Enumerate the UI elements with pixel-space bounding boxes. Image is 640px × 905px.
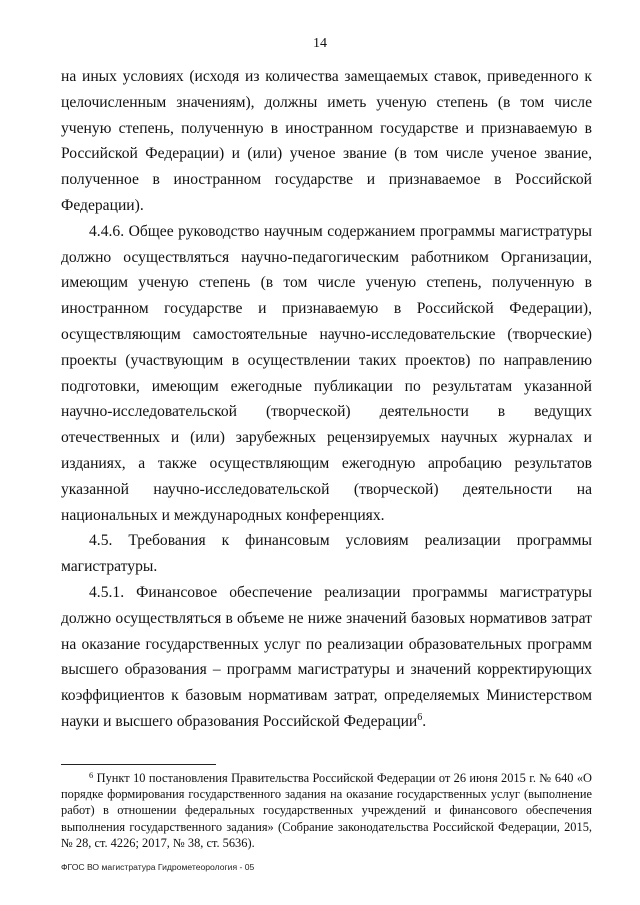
footnote-separator xyxy=(61,764,216,765)
paragraph-4-5-1-end: . xyxy=(422,712,427,730)
footnote-text: Пункт 10 постановления Правительства Российской Федерации от 26 июня 2015 г. № 640 «О порядке формирования государственного задания на оказание государственных услуг (выполнение работ) в отношении федеральных государственных учреждений и финансового обеспечения выполнения государственного задания» (Собрание законодательства Российской Федерации, 2015, № 28, ст. 4226; 2017, № 38, ст. 5636). xyxy=(61,771,592,850)
paragraph-4-4-6: 4.4.6. Общее руководство научным содержанием программы магистратуры должно осуществляться научно-педагогическим работником Организации, имеющим ученую степень (в том числе ученую степень, полученную в иностранном государстве и признаваемую в Российской Федерации), осуществляющим самостоятельные научно-исследовательские (творческие) проекты (участвующим в осуществлении таких проектов) по направлению подготовки, имеющим ежегодные публикации по результатам указанной научно-исследовательской (творческой) деятельности в ведущих отечественных и (или) зарубежных рецензируемых научных журналах и изданиях, а также осуществляющим ежегодную апробацию результатов указанной научно-исследовательской (творческой) деятельности на национальных и международных конференциях. xyxy=(61,222,592,524)
footnote-reference[interactable]: 6 xyxy=(417,711,423,723)
footnote-marker: 6 xyxy=(89,770,94,780)
document-footer-label: ФГОС ВО магистратура Гидрометеорология - 05 xyxy=(61,862,255,872)
page-number: 14 xyxy=(313,36,327,51)
footnote-6 xyxy=(61,770,592,851)
paragraph-4-5-1 xyxy=(61,580,592,735)
paragraph-continuation: на иных условиях (исходя из количества замещаемых ставок, приведенного к целочисленным значениям), должны иметь ученую степень (в том числе ученую степень, полученную в иностранном государстве и признаваемую в Российской Федерации) и (или) ученое звание (в том числе ученое звание, полученное в иностранном государстве и признаваемое в Российской Федерации). xyxy=(61,68,592,214)
document-body xyxy=(61,64,592,735)
paragraph-4-5-heading: 4.5. Требования к финансовым условиям реализации программы магистратуры. xyxy=(61,532,592,576)
paragraph-4-5-1-text: 4.5.1. Финансовое обеспечение реализации программы магистратуры должно осуществляться в объеме не ниже значений базовых нормативов затрат на оказание государственных услуг по реализации образовательных программ высшего образования – программ магистратуры и значений корректирующих коэффициентов к базовым нормативам затрат, определяемых Министерством науки и высшего образования Российской Федерации xyxy=(61,583,592,730)
